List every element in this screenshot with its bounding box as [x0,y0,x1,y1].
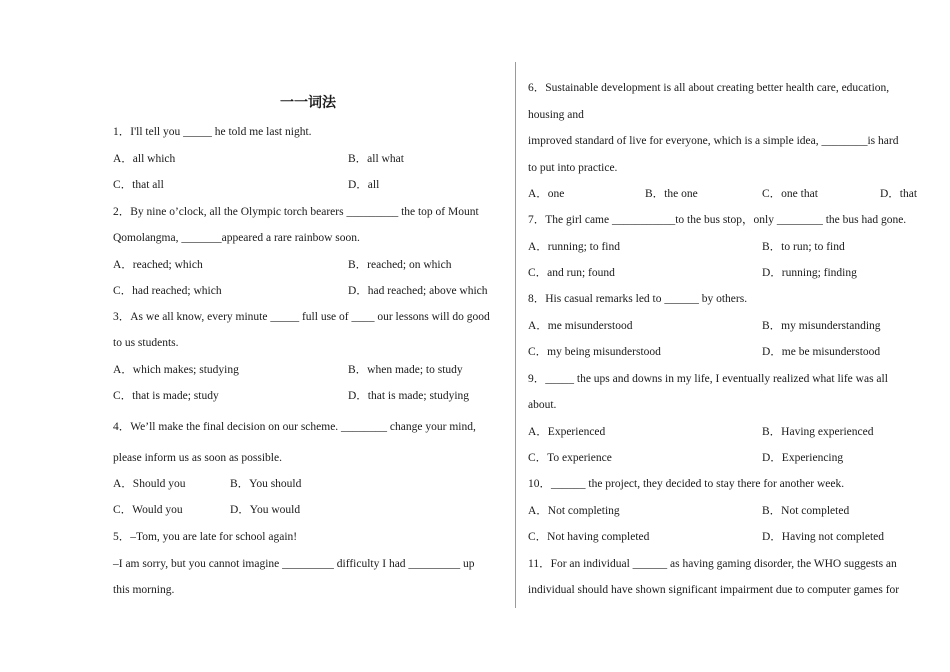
question-6-option-a: A．one [528,188,565,200]
question-10-option-c: C．Not having completed [528,531,650,543]
question-6-stem-line-2: housing and [528,109,584,121]
question-9-stem-line-1: 9．_____ the ups and downs in my life, I eventually realized what life was all [528,373,888,385]
question-4-option-b: B．You should [230,478,302,490]
question-5-line-3: this morning. [113,584,175,596]
question-11-stem-line-1: 11．For an individual ______ as having gaming disorder, the WHO suggests an [528,558,897,570]
question-7-option-a: A．running; to find [528,241,620,253]
question-3-option-d: D．that is made; studying [348,390,470,402]
question-6-option-c: C．one that [762,188,818,200]
question-10-option-a: A．Not completing [528,505,620,517]
question-5-line-2: –I am sorry, but you cannot imagine _________ difficulty I had _________ up [113,558,475,570]
question-2-option-d: D．had reached; above which [348,285,488,297]
question-10-option-d: D．Having not completed [762,531,885,543]
question-2-option-c: C．had reached; which [113,285,222,297]
question-9-stem-line-2: about. [528,399,557,411]
question-3-option-b: B．when made; to study [348,364,463,376]
question-6-stem-line-4: to put into practice. [528,162,618,174]
question-1-option-d: D．all [348,179,380,191]
question-2-option-a: A．reached; which [113,259,203,271]
question-1-stem: 1．I'll tell you _____ he told me last night. [113,126,312,138]
question-6-option-d: D．that [880,188,918,200]
page-title: 一一词法 [280,95,336,111]
question-6-option-b: B．the one [645,188,698,200]
question-9-option-d: D．Experiencing [762,452,844,464]
question-3-option-a: A．which makes; studying [113,364,239,376]
question-11-stem-line-2: individual should have shown significant impairment due to computer games for [528,584,900,596]
question-4-stem-line-2: please inform us as soon as possible. [113,452,282,464]
question-10-option-b: B．Not completed [762,505,850,517]
question-8-stem: 8．His casual remarks led to ______ by others. [528,293,748,305]
question-7-stem: 7．The girl came ___________to the bus stop，only ________ the bus had gone. [528,214,907,226]
question-7-option-b: B．to run; to find [762,241,845,253]
question-1-option-b: B．all what [348,153,404,165]
question-6-stem-line-1: 6．Sustainable development is all about creating better health care, education, [528,82,890,94]
question-6-stem-line-3: improved standard of live for everyone, which is a simple idea, ________is hard [528,135,899,147]
question-3-stem-line-2: to us students. [113,337,179,349]
column-divider [515,62,516,608]
question-1-option-a: A．all which [113,153,176,165]
question-8-option-d: D．me be misunderstood [762,346,881,358]
question-10-stem: 10．______ the project, they decided to stay there for another week. [528,478,845,490]
question-4-option-d: D．You would [230,504,301,516]
question-9-option-b: B．Having experienced [762,426,874,438]
question-7-option-d: D．running; finding [762,267,857,279]
question-2-stem-line-2: Qomolangma, _______appeared a rare rainbow soon. [113,232,360,244]
question-4-stem-line-1: 4．We’ll make the final decision on our scheme. ________ change your mind, [113,421,476,433]
question-9-option-c: C．To experience [528,452,612,464]
question-8-option-a: A．me misunderstood [528,320,633,332]
question-2-stem-line-1: 2．By nine o’clock, all the Olympic torch bearers _________ the top of Mount [113,206,479,218]
question-4-option-c: C．Would you [113,504,183,516]
question-1-option-c: C．that all [113,179,164,191]
question-7-option-c: C．and run; found [528,267,615,279]
question-8-option-c: C．my being misunderstood [528,346,661,358]
question-5-line-1: 5．–Tom, you are late for school again! [113,531,298,543]
question-3-option-c: C．that is made; study [113,390,219,402]
question-3-stem-line-1: 3．As we all know, every minute _____ full use of ____ our lessons will do good [113,311,490,323]
question-9-option-a: A．Experienced [528,426,606,438]
question-8-option-b: B．my misunderstanding [762,320,881,332]
question-4-option-a: A．Should you [113,478,186,490]
question-2-option-b: B．reached; on which [348,259,452,271]
